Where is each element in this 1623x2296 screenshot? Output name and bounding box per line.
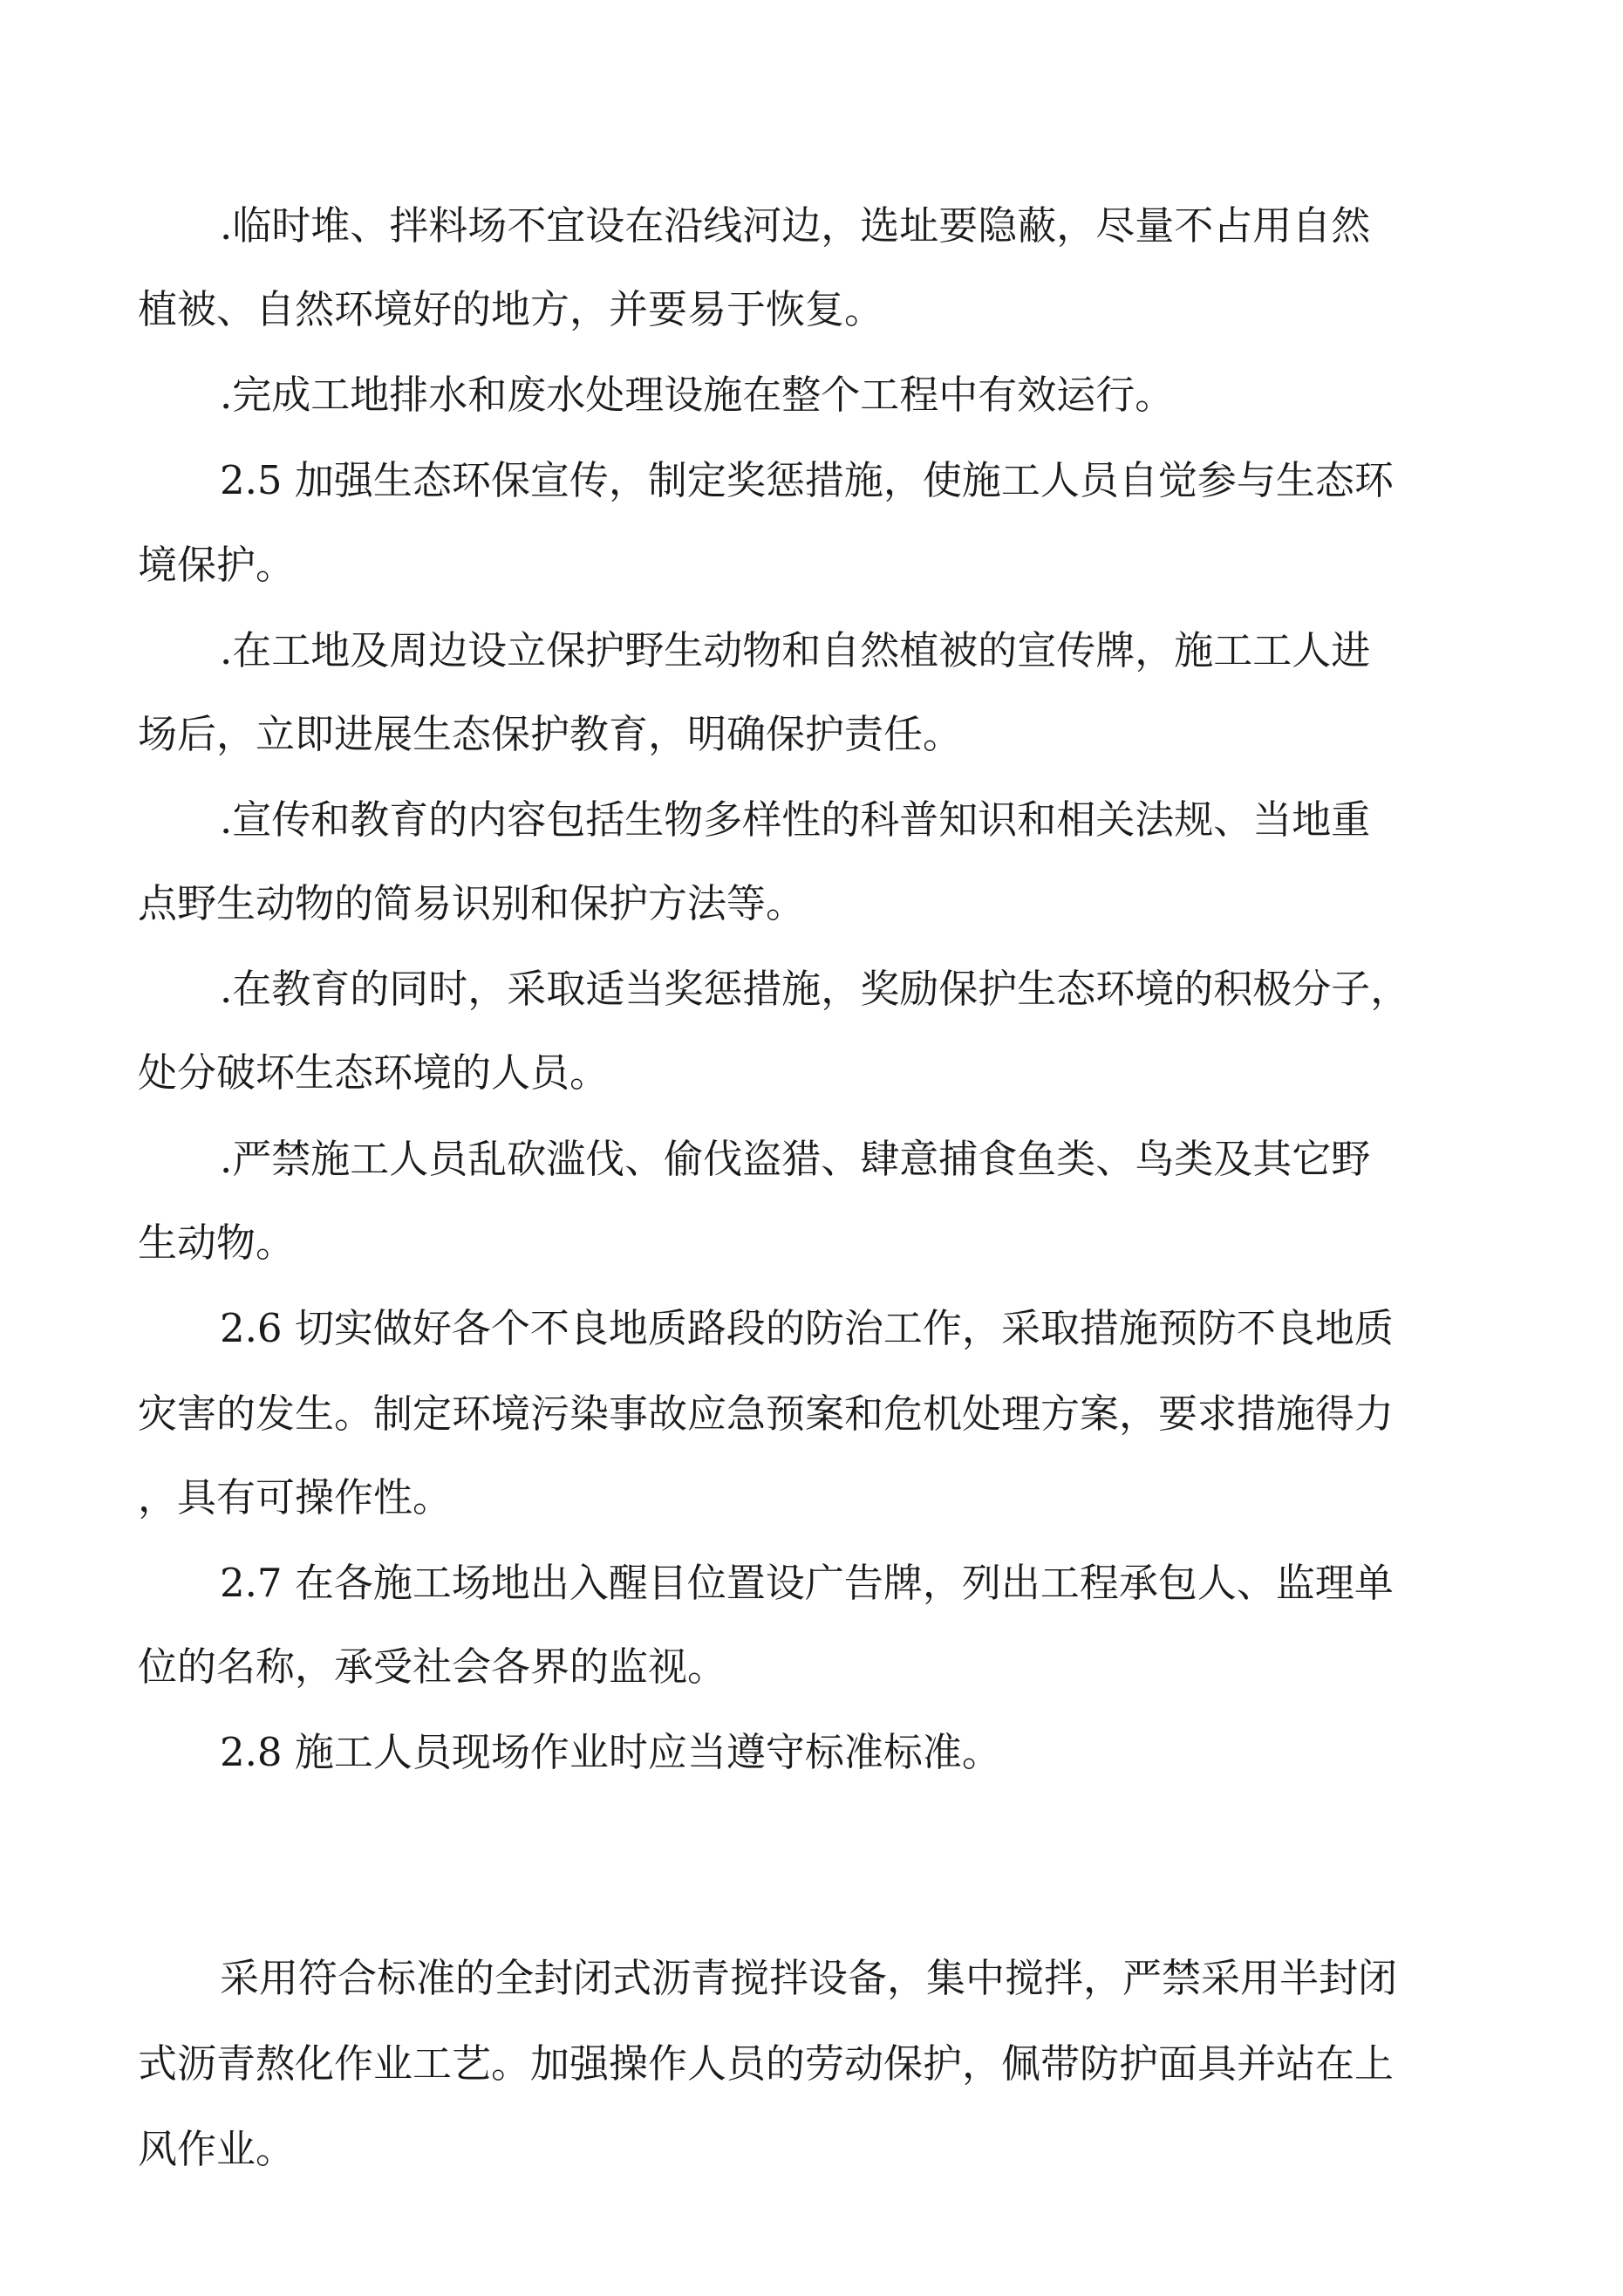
text-line-10: .在教育的同时，采取适当奖惩措施，奖励保护生态环境的积极分子， bbox=[220, 966, 1410, 1012]
text-line-4: 2.5 加强生态环保宣传，制定奖惩措施，使施工人员自觉参与生态环 bbox=[220, 457, 1394, 503]
text-line-6: .在工地及周边设立保护野生动物和自然植被的宣传牌，施工工人进 bbox=[220, 627, 1371, 673]
text-line-3: .完成工地排水和废水处理设施在整个工程中有效运行。 bbox=[220, 372, 1175, 418]
text-line-17: 2.7 在各施工场地出入醒目位置设广告牌，列出工程承包人、监理单 bbox=[220, 1560, 1394, 1606]
text-line-18: 位的名称，承受社会各界的监视。 bbox=[138, 1643, 727, 1690]
text-line-5: 境保护。 bbox=[138, 542, 296, 588]
text-line-11: 处分破坏生态环境的人员。 bbox=[138, 1049, 610, 1096]
text-line-2: 植被、自然环境好的地方，并要易于恢复。 bbox=[138, 286, 884, 332]
text-line-15: 灾害的发生。制定环境污染事故应急预案和危机处理方案，要求措施得力 bbox=[138, 1391, 1395, 1437]
text-line-16: ，具有可操作性。 bbox=[138, 1474, 453, 1520]
text-line-20: 采用符合标准的全封闭式沥青搅拌设备，集中搅拌，严禁采用半封闭 bbox=[220, 1955, 1398, 2001]
text-line-7: 场后，立即进展生态保护教育，明确保护责任。 bbox=[138, 711, 963, 757]
text-line-8: .宣传和教育的内容包括生物多样性的科普知识和相关法规、当地重 bbox=[220, 796, 1371, 843]
text-line-19: 2.8 施工人员现场作业时应当遵守标准标准。 bbox=[220, 1729, 1001, 1775]
text-line-14: 2.6 切实做好各个不良地质路段的防治工作，采取措施预防不良地质 bbox=[220, 1305, 1394, 1351]
text-line-1: .临时堆、拌料场不宜设在沿线河边，选址要隐蔽，尽量不占用自然 bbox=[220, 202, 1371, 249]
text-line-21: 式沥青熬化作业工艺。加强操作人员的劳动保护，佩带防护面具并站在上 bbox=[138, 2040, 1395, 2087]
text-line-9: 点野生动物的简易识别和保护方法等。 bbox=[138, 880, 806, 926]
text-line-12: .严禁施工人员乱砍滥伐、偷伐盗猎、肆意捕食鱼类、鸟类及其它野 bbox=[220, 1136, 1371, 1182]
text-line-13: 生动物。 bbox=[138, 1220, 296, 1266]
text-line-22: 风作业。 bbox=[138, 2126, 296, 2172]
